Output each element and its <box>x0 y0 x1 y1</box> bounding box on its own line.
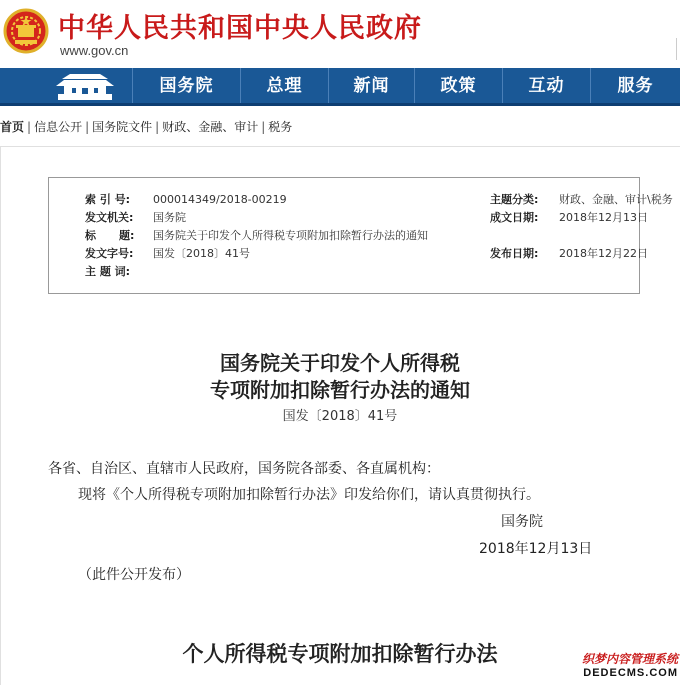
watermark-line-2: DEDECMS.COM <box>583 667 678 679</box>
national-emblem-icon[interactable] <box>3 8 49 54</box>
nav-item-policy[interactable]: 政策 <box>414 68 502 103</box>
meta-created-value: 2018年12月13日 <box>559 211 648 224</box>
meta-row-docno <box>49 245 648 263</box>
nav-item-state-council[interactable]: 国务院 <box>132 68 240 103</box>
header-divider <box>676 38 680 60</box>
meta-topic-value: 财政、金融、审计\税务 <box>559 193 673 206</box>
watermark-line-1: 织梦内容管理系统 <box>581 652 678 666</box>
breadcrumb-item-finance[interactable]: 财政、金融、审计 <box>162 120 259 134</box>
document-title-line-1: 国务院关于印发个人所得税 <box>220 351 460 375</box>
document-note: （此件公开发布） <box>78 567 190 583</box>
meta-published-label: 发布日期: <box>490 247 539 260</box>
meta-topic-label: 主题分类: <box>490 193 539 206</box>
meta-row-issuer <box>49 209 648 227</box>
meta-index-label: 索 引 号: <box>85 193 131 206</box>
breadcrumb-home[interactable]: 首页 <box>0 120 25 134</box>
meta-docno-value: 国发〔2018〕41号 <box>153 247 250 260</box>
nav-item-news[interactable]: 新闻 <box>328 68 414 103</box>
tiananmen-icon[interactable] <box>50 72 120 102</box>
document-salutation: 各省、自治区、直辖市人民政府，国务院各部委、各直属机构： <box>48 461 440 477</box>
meta-issuer-value: 国务院 <box>153 211 186 224</box>
site-header <box>0 0 680 68</box>
breadcrumb <box>0 118 292 135</box>
breadcrumb-separator: | <box>155 120 160 134</box>
breadcrumb-separator: | <box>261 120 266 134</box>
meta-row-title <box>49 227 639 245</box>
meta-row-keywords <box>49 263 639 281</box>
nav-item-services[interactable]: 服务 <box>590 68 680 103</box>
meta-keywords-label: 主 题 词: <box>85 265 131 278</box>
meta-docno-label: 发文字号: <box>85 247 134 260</box>
breadcrumb-separator: | <box>27 120 32 134</box>
attachment-title: 个人所得税专项附加扣除暂行办法 <box>182 641 498 666</box>
meta-title-value: 国务院关于印发个人所得税专项附加扣除暂行办法的通知 <box>153 229 428 242</box>
meta-row-index <box>49 191 673 209</box>
meta-title-label: 标 题: <box>85 229 135 242</box>
breadcrumb-item-tax[interactable]: 税务 <box>268 120 293 134</box>
meta-created-label: 成文日期: <box>490 211 539 224</box>
document-paragraph: 现将《个人所得税专项附加扣除暂行办法》印发给你们，请认真贯彻执行。 <box>78 487 540 503</box>
breadcrumb-item-state-council-docs[interactable]: 国务院文件 <box>92 120 153 134</box>
site-title[interactable]: 中华人民共和国中央人民政府 <box>58 13 422 44</box>
nav-item-interaction[interactable]: 互动 <box>502 68 590 103</box>
document-number: 国发〔2018〕41号 <box>282 409 398 424</box>
document-signature: 国务院 <box>501 514 543 530</box>
main-nav <box>0 68 680 106</box>
document-date: 2018年12月13日 <box>479 541 593 557</box>
nav-item-premier[interactable]: 总理 <box>240 68 328 103</box>
site-url[interactable]: www.gov.cn <box>60 43 129 58</box>
breadcrumb-separator: | <box>85 120 90 134</box>
document-metadata-box <box>48 177 673 294</box>
breadcrumb-item-info-public[interactable]: 信息公开 <box>34 120 83 134</box>
meta-index-value: 000014349/2018-00219 <box>153 193 287 206</box>
document-title-line-2: 专项附加扣除暂行办法的通知 <box>210 378 470 402</box>
watermark-logo <box>560 650 678 682</box>
meta-published-value: 2018年12月22日 <box>559 247 648 260</box>
meta-issuer-label: 发文机关: <box>85 211 134 224</box>
